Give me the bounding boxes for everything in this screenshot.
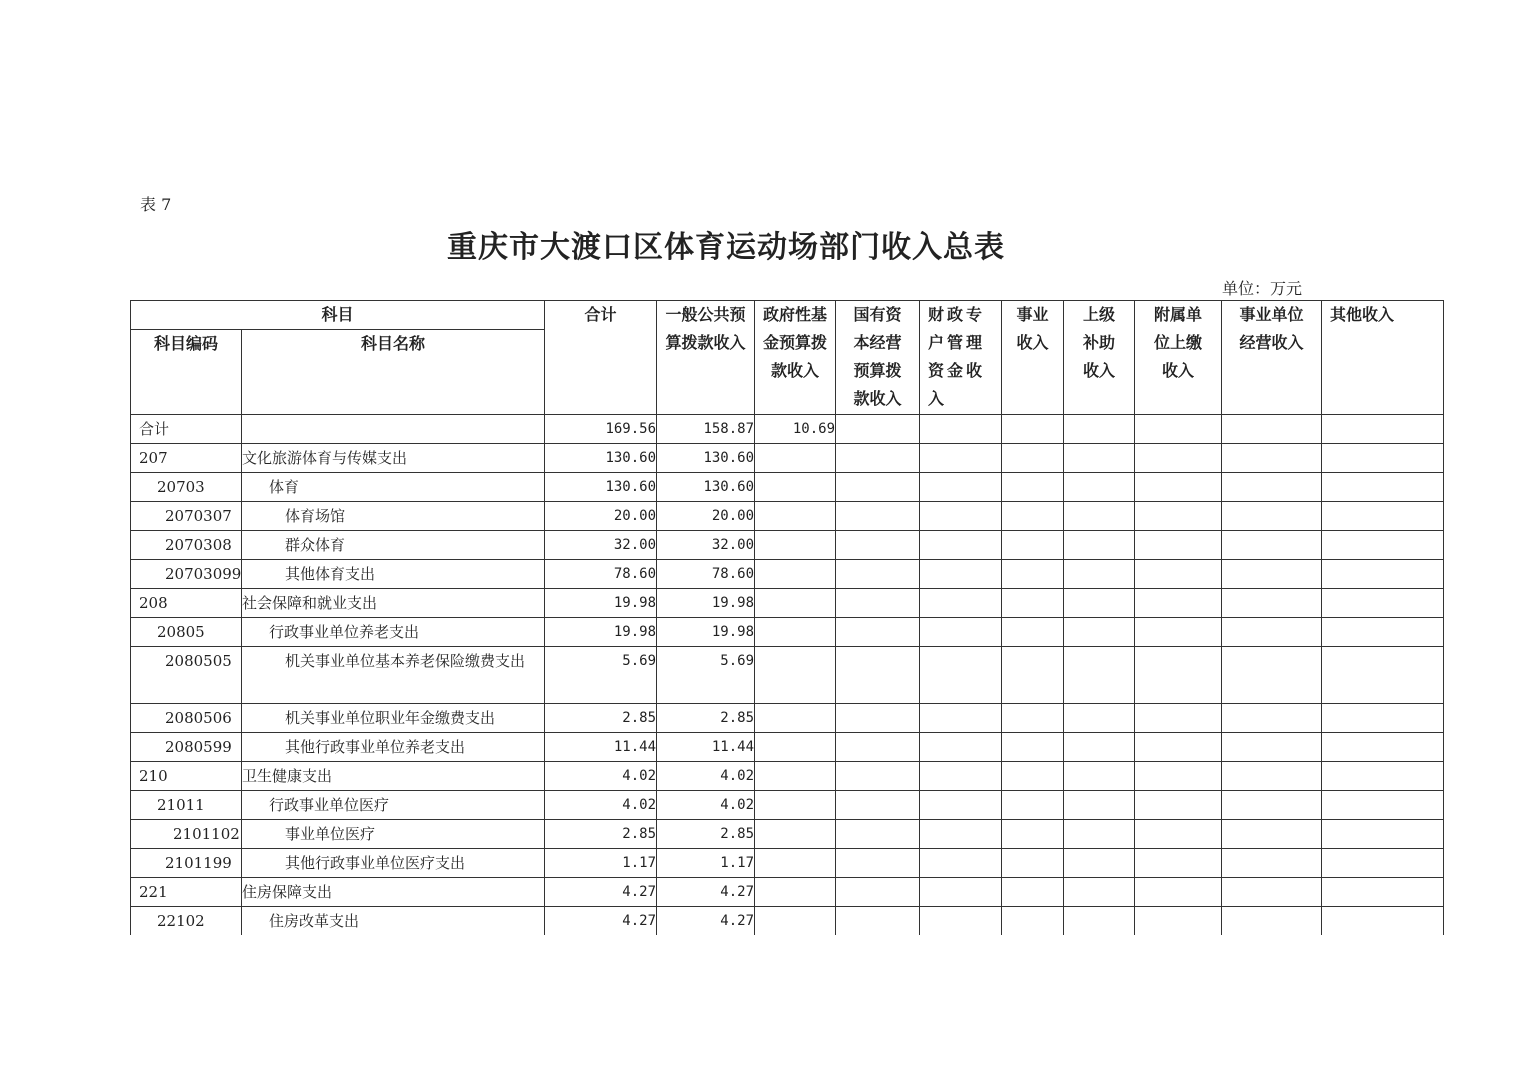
cell-superior-subsidy <box>1064 589 1135 618</box>
header-business-income: 事业收入 <box>1002 301 1064 415</box>
cell-business-income <box>1002 733 1064 762</box>
table-row <box>131 762 1444 791</box>
cell-operating-income <box>1222 589 1322 618</box>
cell-gov-fund <box>755 444 836 473</box>
cell-business-income <box>1002 647 1064 704</box>
cell-affiliated-turnover <box>1135 907 1222 936</box>
cell-state-capital <box>836 791 920 820</box>
cell-subject-code: 21011 <box>131 791 242 820</box>
cell-general-budget: 2.85 <box>657 704 755 733</box>
header-other-income: 其他收入 <box>1322 301 1444 415</box>
cell-gov-fund <box>755 791 836 820</box>
cell-superior-subsidy <box>1064 849 1135 878</box>
cell-operating-income <box>1222 444 1322 473</box>
cell-state-capital <box>836 618 920 647</box>
cell-other-income <box>1322 878 1444 907</box>
cell-affiliated-turnover <box>1135 647 1222 704</box>
cell-state-capital <box>836 589 920 618</box>
cell-superior-subsidy <box>1064 502 1135 531</box>
table-row <box>131 733 1444 762</box>
cell-subject-name: 其他体育支出 <box>242 560 545 589</box>
cell-operating-income <box>1222 415 1322 444</box>
cell-state-capital <box>836 878 920 907</box>
cell-general-budget: 5.69 <box>657 647 755 704</box>
cell-gov-fund <box>755 473 836 502</box>
cell-fiscal-special <box>920 444 1002 473</box>
header-subject: 科目 <box>131 301 545 330</box>
header-operating-income: 事业单位经营收入 <box>1222 301 1322 415</box>
cell-subject-code: 207 <box>131 444 242 473</box>
cell-other-income <box>1322 531 1444 560</box>
cell-affiliated-turnover <box>1135 589 1222 618</box>
cell-fiscal-special <box>920 791 1002 820</box>
cell-affiliated-turnover <box>1135 502 1222 531</box>
cell-business-income <box>1002 473 1064 502</box>
cell-subject-name: 行政事业单位医疗 <box>242 791 545 820</box>
cell-superior-subsidy <box>1064 444 1135 473</box>
cell-other-income <box>1322 560 1444 589</box>
cell-subject-name: 行政事业单位养老支出 <box>242 618 545 647</box>
cell-subject-code: 2080505 <box>131 647 242 704</box>
cell-total: 169.56 <box>545 415 657 444</box>
cell-other-income <box>1322 647 1444 704</box>
cell-gov-fund <box>755 647 836 704</box>
cell-operating-income <box>1222 791 1322 820</box>
table-row <box>131 907 1444 936</box>
cell-gov-fund <box>755 849 836 878</box>
table-row <box>131 618 1444 647</box>
cell-gov-fund <box>755 560 836 589</box>
cell-superior-subsidy <box>1064 618 1135 647</box>
cell-superior-subsidy <box>1064 704 1135 733</box>
cell-state-capital <box>836 415 920 444</box>
cell-superior-subsidy <box>1064 762 1135 791</box>
header-subject-name: 科目名称 <box>242 330 545 415</box>
table-row <box>131 878 1444 907</box>
cell-subject-name: 体育场馆 <box>242 502 545 531</box>
cell-subject-code: 208 <box>131 589 242 618</box>
cell-fiscal-special <box>920 589 1002 618</box>
cell-fiscal-special <box>920 907 1002 936</box>
cell-other-income <box>1322 733 1444 762</box>
cell-gov-fund <box>755 589 836 618</box>
header-general-budget: 一般公共预算拨款收入 <box>657 301 755 415</box>
cell-gov-fund <box>755 502 836 531</box>
cell-state-capital <box>836 531 920 560</box>
cell-affiliated-turnover <box>1135 733 1222 762</box>
cell-total: 32.00 <box>545 531 657 560</box>
cell-other-income <box>1322 907 1444 936</box>
table-number: 表 7 <box>140 195 172 214</box>
cell-business-income <box>1002 502 1064 531</box>
cell-superior-subsidy <box>1064 560 1135 589</box>
cell-general-budget: 130.60 <box>657 444 755 473</box>
cell-operating-income <box>1222 849 1322 878</box>
header-superior-subsidy: 上级补助收入 <box>1064 301 1135 415</box>
cell-state-capital <box>836 849 920 878</box>
cell-subject-code: 2080506 <box>131 704 242 733</box>
cell-affiliated-turnover <box>1135 820 1222 849</box>
cell-general-budget: 20.00 <box>657 502 755 531</box>
cell-subject-name: 机关事业单位职业年金缴费支出 <box>242 704 545 733</box>
cell-total: 2.85 <box>545 820 657 849</box>
cell-other-income <box>1322 473 1444 502</box>
table-row <box>131 531 1444 560</box>
cell-fiscal-special <box>920 647 1002 704</box>
cell-general-budget: 19.98 <box>657 618 755 647</box>
header-state-capital: 国有资本经营预算拨款收入 <box>836 301 920 415</box>
cell-subject-name: 卫生健康支出 <box>242 762 545 791</box>
cell-superior-subsidy <box>1064 878 1135 907</box>
cell-operating-income <box>1222 502 1322 531</box>
cell-subject-code: 20703099 <box>131 560 242 589</box>
cell-gov-fund: 10.69 <box>755 415 836 444</box>
cell-general-budget: 4.27 <box>657 878 755 907</box>
cell-state-capital <box>836 647 920 704</box>
cell-affiliated-turnover <box>1135 878 1222 907</box>
cell-fiscal-special <box>920 733 1002 762</box>
cell-gov-fund <box>755 820 836 849</box>
cell-gov-fund <box>755 907 836 936</box>
cell-state-capital <box>836 502 920 531</box>
cell-state-capital <box>836 704 920 733</box>
cell-subject-name: 体育 <box>242 473 545 502</box>
cell-business-income <box>1002 762 1064 791</box>
cell-state-capital <box>836 560 920 589</box>
table-row <box>131 473 1444 502</box>
cell-operating-income <box>1222 560 1322 589</box>
cell-gov-fund <box>755 733 836 762</box>
cell-operating-income <box>1222 473 1322 502</box>
cell-other-income <box>1322 444 1444 473</box>
cell-total: 20.00 <box>545 502 657 531</box>
cell-total: 4.02 <box>545 762 657 791</box>
cell-subject-code: 合计 <box>131 415 242 444</box>
cell-fiscal-special <box>920 560 1002 589</box>
cell-subject-name: 文化旅游体育与传媒支出 <box>242 444 545 473</box>
cell-affiliated-turnover <box>1135 618 1222 647</box>
cell-business-income <box>1002 560 1064 589</box>
cell-general-budget: 4.27 <box>657 907 755 936</box>
cell-subject-code: 210 <box>131 762 242 791</box>
cell-business-income <box>1002 618 1064 647</box>
cell-operating-income <box>1222 531 1322 560</box>
cell-superior-subsidy <box>1064 647 1135 704</box>
cell-superior-subsidy <box>1064 415 1135 444</box>
cell-general-budget: 4.02 <box>657 791 755 820</box>
table-row <box>131 502 1444 531</box>
cell-affiliated-turnover <box>1135 704 1222 733</box>
table-row <box>131 444 1444 473</box>
cell-business-income <box>1002 531 1064 560</box>
cell-other-income <box>1322 415 1444 444</box>
cell-general-budget: 158.87 <box>657 415 755 444</box>
income-summary-table <box>130 300 1444 935</box>
page-title: 重庆市大渡口区体育运动场部门收入总表 <box>447 230 1005 265</box>
cell-operating-income <box>1222 907 1322 936</box>
table-row <box>131 589 1444 618</box>
cell-subject-name: 住房保障支出 <box>242 878 545 907</box>
cell-business-income <box>1002 849 1064 878</box>
table-row <box>131 560 1444 589</box>
cell-total: 19.98 <box>545 589 657 618</box>
cell-state-capital <box>836 444 920 473</box>
cell-gov-fund <box>755 762 836 791</box>
cell-subject-code: 2101199 <box>131 849 242 878</box>
cell-fiscal-special <box>920 531 1002 560</box>
cell-subject-code: 20805 <box>131 618 242 647</box>
cell-total: 130.60 <box>545 444 657 473</box>
header-subject-code: 科目编码 <box>131 330 242 415</box>
cell-general-budget: 19.98 <box>657 589 755 618</box>
cell-fiscal-special <box>920 878 1002 907</box>
header-gov-fund: 政府性基金预算拨款收入 <box>755 301 836 415</box>
cell-superior-subsidy <box>1064 531 1135 560</box>
table-row <box>131 791 1444 820</box>
cell-state-capital <box>836 733 920 762</box>
cell-total: 2.85 <box>545 704 657 733</box>
cell-superior-subsidy <box>1064 473 1135 502</box>
cell-fiscal-special <box>920 849 1002 878</box>
cell-subject-code: 2070308 <box>131 531 242 560</box>
cell-general-budget: 11.44 <box>657 733 755 762</box>
table-row <box>131 704 1444 733</box>
cell-total: 4.27 <box>545 907 657 936</box>
cell-total: 1.17 <box>545 849 657 878</box>
table-row <box>131 647 1444 704</box>
cell-business-income <box>1002 589 1064 618</box>
cell-gov-fund <box>755 704 836 733</box>
cell-state-capital <box>836 820 920 849</box>
cell-other-income <box>1322 791 1444 820</box>
cell-subject-name: 机关事业单位基本养老保险缴费支出 <box>242 647 545 704</box>
cell-subject-name: 社会保障和就业支出 <box>242 589 545 618</box>
cell-affiliated-turnover <box>1135 531 1222 560</box>
cell-business-income <box>1002 415 1064 444</box>
cell-general-budget: 78.60 <box>657 560 755 589</box>
cell-subject-name: 群众体育 <box>242 531 545 560</box>
cell-affiliated-turnover <box>1135 444 1222 473</box>
cell-affiliated-turnover <box>1135 791 1222 820</box>
cell-fiscal-special <box>920 704 1002 733</box>
cell-subject-code: 22102 <box>131 907 242 936</box>
cell-other-income <box>1322 762 1444 791</box>
cell-operating-income <box>1222 704 1322 733</box>
header-affiliated-turnover: 附属单位上缴收入 <box>1135 301 1222 415</box>
table-row <box>131 820 1444 849</box>
cell-state-capital <box>836 473 920 502</box>
cell-total: 4.02 <box>545 791 657 820</box>
cell-general-budget: 1.17 <box>657 849 755 878</box>
cell-total: 11.44 <box>545 733 657 762</box>
cell-general-budget: 130.60 <box>657 473 755 502</box>
cell-fiscal-special <box>920 820 1002 849</box>
cell-subject-code: 20703 <box>131 473 242 502</box>
cell-general-budget: 4.02 <box>657 762 755 791</box>
cell-subject-name: 其他行政事业单位医疗支出 <box>242 849 545 878</box>
cell-fiscal-special <box>920 502 1002 531</box>
cell-total: 5.69 <box>545 647 657 704</box>
cell-operating-income <box>1222 878 1322 907</box>
unit-label: 单位：万元 <box>1222 279 1303 298</box>
table-row <box>131 849 1444 878</box>
cell-operating-income <box>1222 618 1322 647</box>
cell-business-income <box>1002 907 1064 936</box>
cell-state-capital <box>836 762 920 791</box>
cell-subject-code: 2070307 <box>131 502 242 531</box>
cell-affiliated-turnover <box>1135 849 1222 878</box>
cell-business-income <box>1002 878 1064 907</box>
cell-subject-code: 221 <box>131 878 242 907</box>
cell-business-income <box>1002 820 1064 849</box>
cell-affiliated-turnover <box>1135 473 1222 502</box>
table-body <box>131 415 1444 936</box>
cell-affiliated-turnover <box>1135 560 1222 589</box>
cell-superior-subsidy <box>1064 907 1135 936</box>
cell-subject-name: 其他行政事业单位养老支出 <box>242 733 545 762</box>
cell-superior-subsidy <box>1064 791 1135 820</box>
cell-operating-income <box>1222 762 1322 791</box>
cell-other-income <box>1322 820 1444 849</box>
header-total: 合计 <box>545 301 657 415</box>
cell-business-income <box>1002 444 1064 473</box>
cell-total: 19.98 <box>545 618 657 647</box>
cell-operating-income <box>1222 647 1322 704</box>
cell-affiliated-turnover <box>1135 762 1222 791</box>
cell-subject-name: 住房改革支出 <box>242 907 545 936</box>
cell-fiscal-special <box>920 473 1002 502</box>
cell-other-income <box>1322 704 1444 733</box>
cell-subject-name: 事业单位医疗 <box>242 820 545 849</box>
cell-fiscal-special <box>920 762 1002 791</box>
cell-general-budget: 32.00 <box>657 531 755 560</box>
cell-total: 130.60 <box>545 473 657 502</box>
cell-subject-code: 2101102 <box>131 820 242 849</box>
cell-subject-code: 2080599 <box>131 733 242 762</box>
cell-superior-subsidy <box>1064 733 1135 762</box>
cell-business-income <box>1002 791 1064 820</box>
cell-fiscal-special <box>920 618 1002 647</box>
cell-other-income <box>1322 502 1444 531</box>
cell-total: 78.60 <box>545 560 657 589</box>
cell-other-income <box>1322 618 1444 647</box>
header-fiscal-special: 财政专户管理资金收入 <box>920 301 1002 415</box>
cell-operating-income <box>1222 820 1322 849</box>
cell-gov-fund <box>755 878 836 907</box>
cell-gov-fund <box>755 531 836 560</box>
cell-gov-fund <box>755 618 836 647</box>
cell-business-income <box>1002 704 1064 733</box>
cell-total: 4.27 <box>545 878 657 907</box>
cell-general-budget: 2.85 <box>657 820 755 849</box>
cell-operating-income <box>1222 733 1322 762</box>
cell-state-capital <box>836 907 920 936</box>
cell-other-income <box>1322 589 1444 618</box>
cell-fiscal-special <box>920 415 1002 444</box>
cell-subject-name <box>242 415 545 444</box>
table-row <box>131 415 1444 444</box>
cell-superior-subsidy <box>1064 820 1135 849</box>
cell-affiliated-turnover <box>1135 415 1222 444</box>
cell-other-income <box>1322 849 1444 878</box>
